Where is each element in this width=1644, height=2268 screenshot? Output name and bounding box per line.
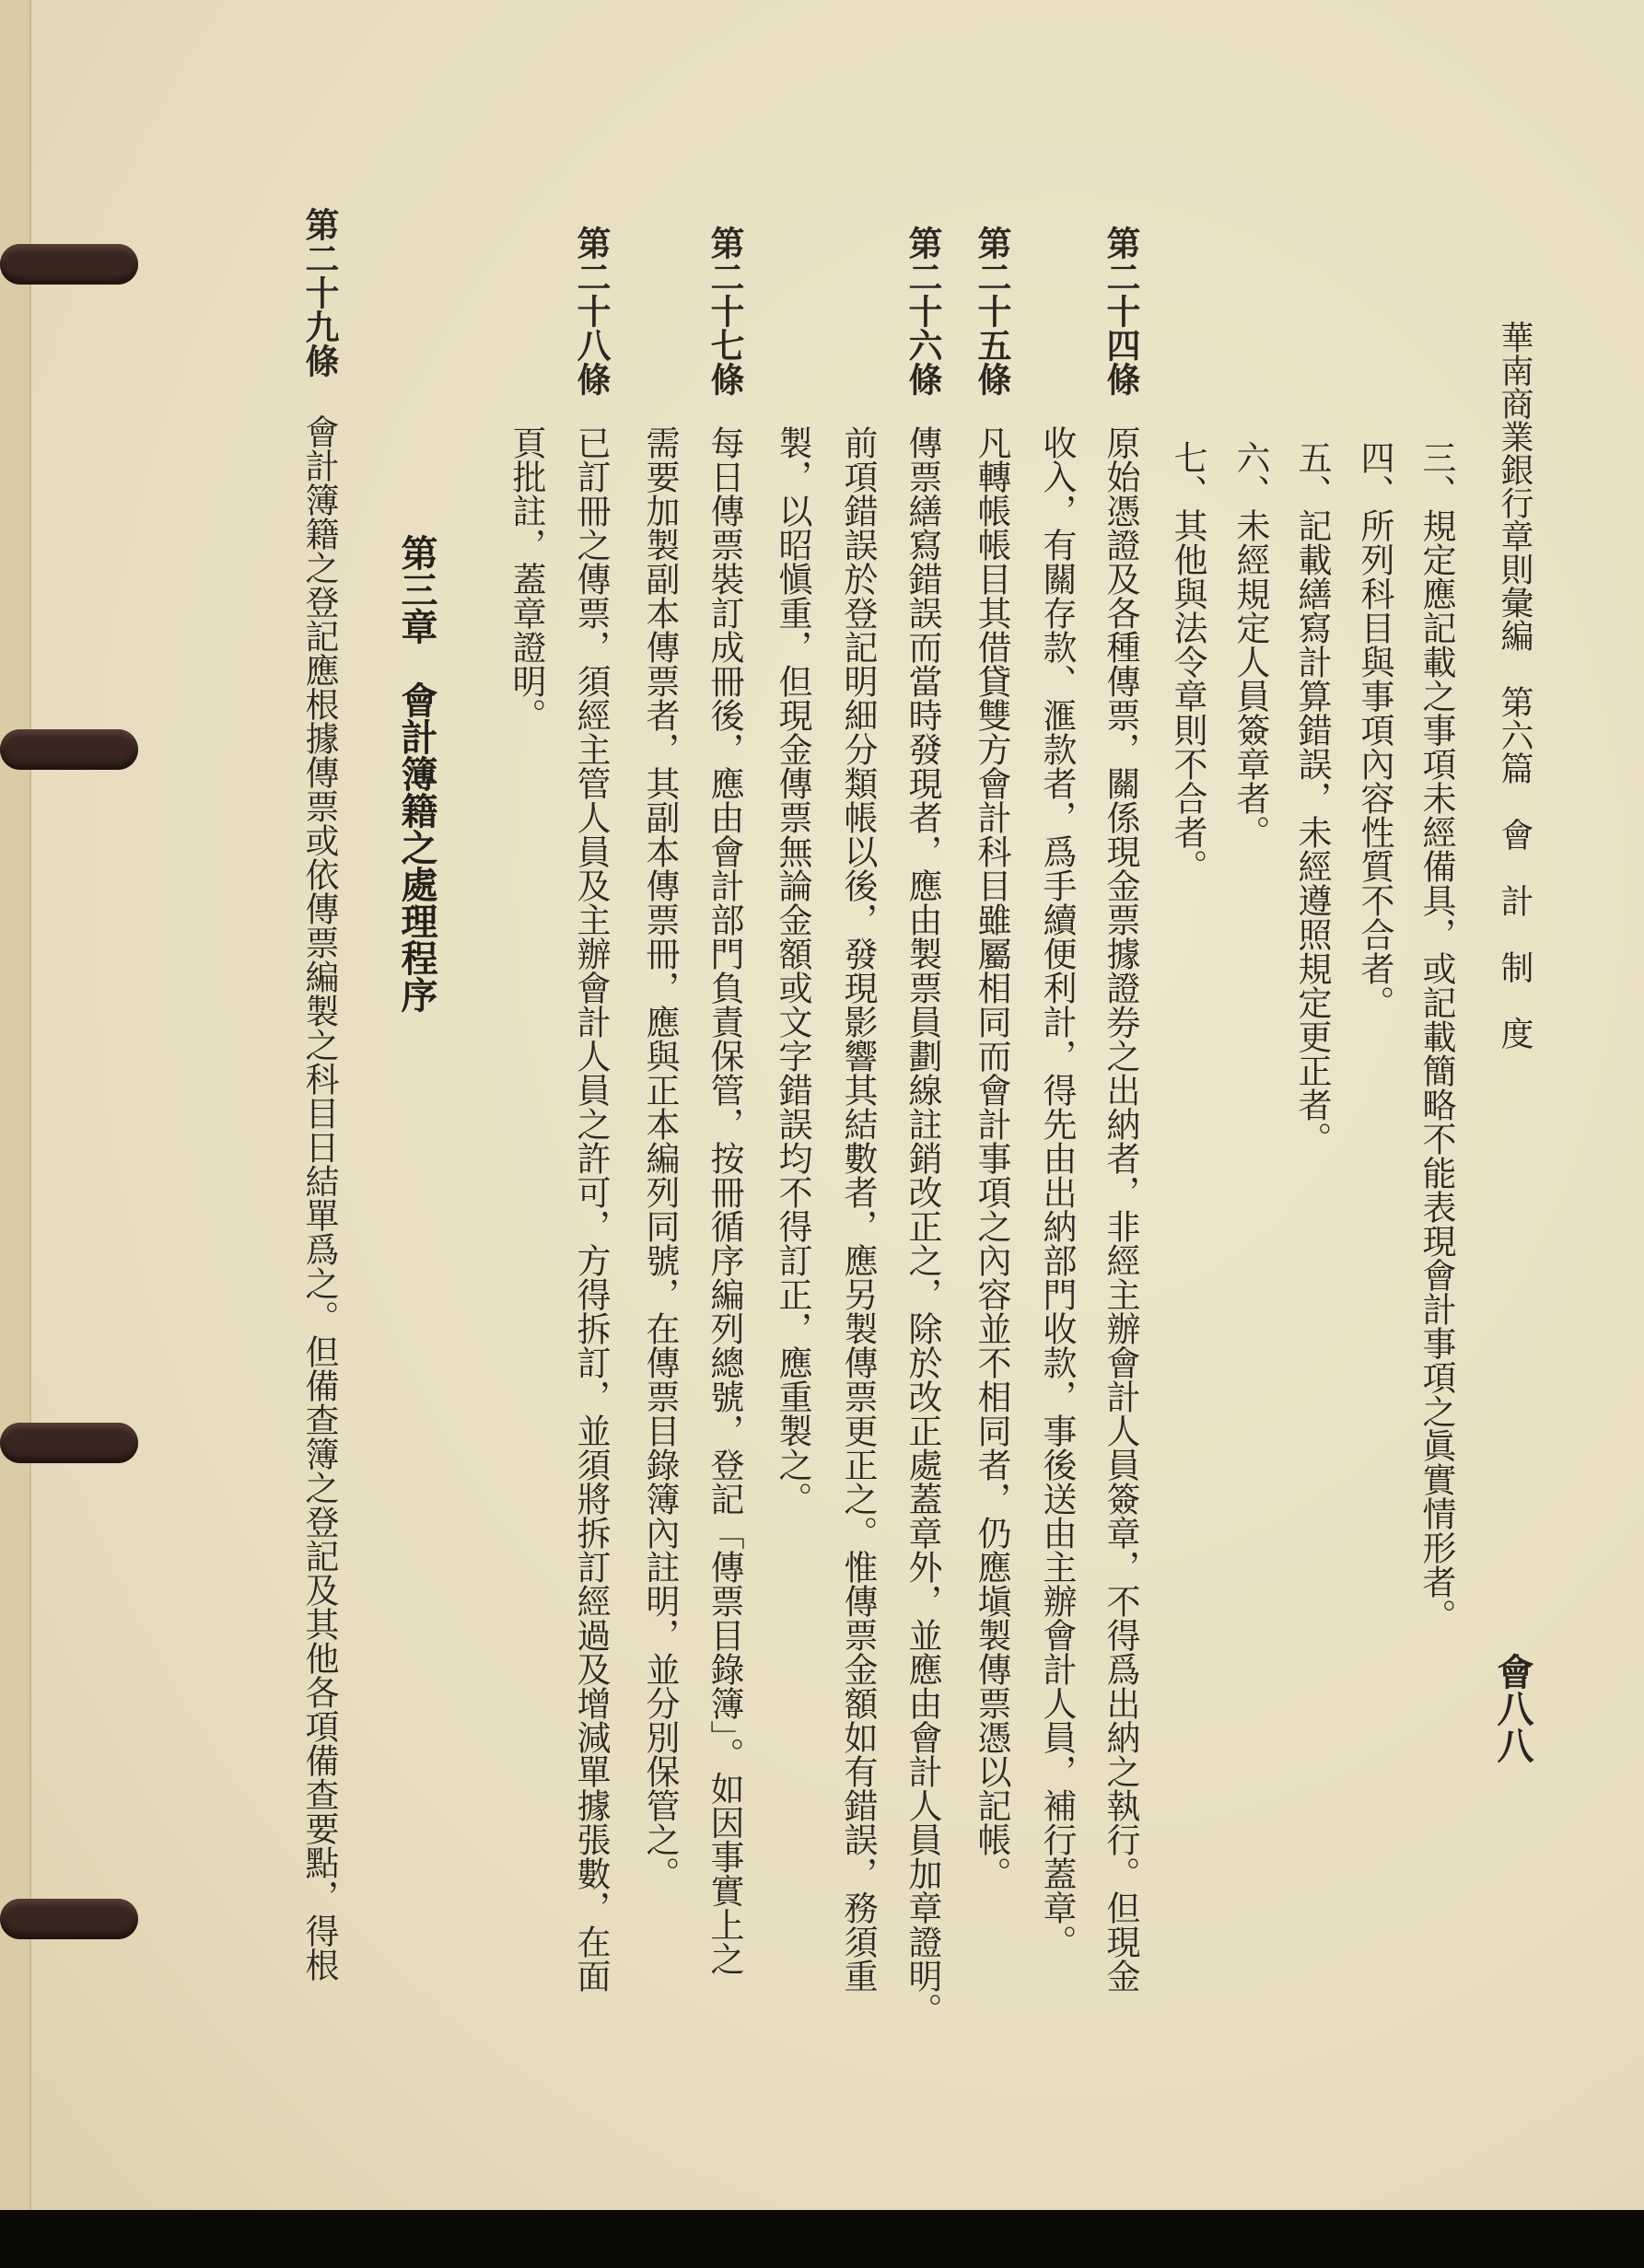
article-24-line-2: 收入，有關存款、滙款者，爲手續便利計，得先由出納部門收款，事後送由主辦會計人員，補行蓋章。 — [1037, 425, 1077, 1959]
binding-stitch-3 — [0, 1423, 138, 1463]
article-24-line-1: 原始憑證及各種傳票，關係現金票據證券之出納者，非經主辦會計人員簽章，不得爲出納之執行。但現金 — [1101, 425, 1140, 1993]
binding-stitch-1 — [0, 244, 138, 285]
article-26-line-2: 前項錯誤於登記明細分類帳以後，發現影響其結數者，應另製傳票更正之。惟傳票金額如有錯誤，務須重 — [838, 425, 878, 1993]
page-number: 會八八 — [1491, 1653, 1534, 1763]
running-head: 華南商業銀行章則彙編 第六篇 會 計 制 度 — [1496, 320, 1533, 1050]
chapter-heading: 第三章 會計簿籍之處理程序 — [395, 534, 438, 1013]
article-24-heading: 第二十四條 — [1101, 226, 1141, 396]
article-28-line-1: 已訂冊之傳票，須經主管人員及主辦會計人員之許可，方得拆訂，並須將拆訂經過及增減單據張數，在面 — [571, 425, 611, 1993]
article-29-heading: 第二十九條 — [299, 207, 340, 378]
list-item-4: 四、所列科目與事項內容性質不合者。 — [1355, 440, 1394, 1019]
binding-edge — [0, 0, 31, 2210]
article-26-line-1: 傳票繕寫錯誤而當時發現者，應由製票員劃線註銷改正之，除於改正處蓋章外，並應由會計人員加章證明。 — [903, 425, 942, 2027]
list-item-7: 七、其他與法令章則不合者。 — [1168, 440, 1207, 883]
article-28-line-2: 頁批註，蓋章證明。 — [507, 425, 546, 732]
article-26-heading: 第二十六條 — [903, 226, 943, 396]
article-26-line-3: 製，以昭愼重，但現金傳票無論金額或文字錯誤均不得訂正，應重製之。 — [773, 425, 812, 1516]
binding-stitch-4 — [0, 1899, 138, 1939]
binding-stitch-2 — [0, 729, 138, 770]
list-item-5: 五、記載繕寫計算錯誤，未經遵照規定更正者。 — [1292, 440, 1332, 1156]
article-25-line-1: 凡轉帳帳目其借貸雙方會計科目雖屬相同而會計事項之內容並不相同者，仍應塡製傳票憑以記帳。 — [972, 425, 1011, 1890]
article-25-heading: 第二十五條 — [972, 226, 1012, 396]
article-27-heading: 第二十七條 — [705, 226, 745, 396]
article-29-line-1: 會計簿籍之登記應根據傳票或依傳票編製之科目日結單爲之。但備查簿之登記及其他各項備查要點，得根 — [299, 414, 339, 1982]
article-28-heading: 第二十八條 — [571, 226, 612, 396]
article-27-line-1: 每日傳票裝訂成冊後，應由會計部門負責保管，按冊循序編列總號，登記「傳票目錄簿」。如因事實上之 — [705, 425, 744, 1976]
list-item-6: 六、未經規定人員簽章者。 — [1230, 440, 1270, 849]
article-27-line-2: 需要加製副本傳票者，其副本傳票冊，應與正本編列同號，在傳票目錄簿內註明，並分別保管之。 — [640, 425, 680, 1890]
scan-background — [0, 2210, 1644, 2268]
list-item-3: 三、規定應記載之事項未經備具，或記載簡略不能表現會計事項之眞實情形者。 — [1417, 440, 1456, 1633]
